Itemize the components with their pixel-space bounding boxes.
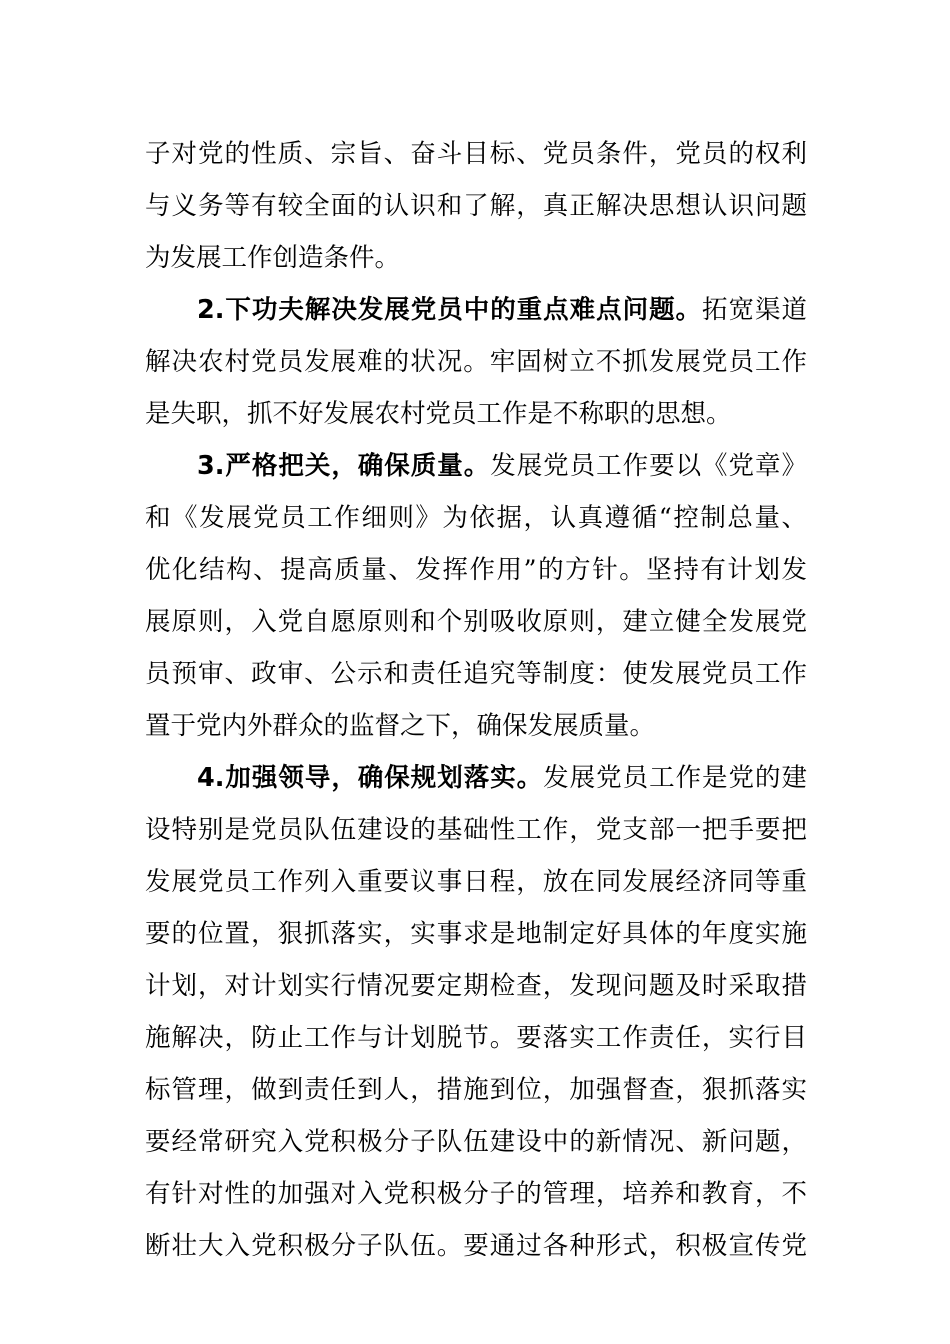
body-line: 设特别是党员队伍建设的基础性工作，党支部一把手要把 bbox=[145, 815, 807, 845]
body-line: 有针对性的加强对入党积极分子的管理，培养和教育，不 bbox=[145, 1179, 807, 1209]
body-line: 要经常研究入党积极分子队伍建设中的新情况、新问题， bbox=[145, 1127, 807, 1157]
document-body bbox=[145, 128, 807, 1272]
body-line: 优化结构、提高质量、发挥作用”的方针。坚持有计划发 bbox=[145, 555, 807, 585]
body-line: 计划，对计划实行情况要定期检查，发现问题及时采取措 bbox=[145, 971, 807, 1001]
item-2-line1-text: 拓宽渠道 bbox=[702, 295, 807, 325]
item-3-first-line bbox=[145, 440, 807, 492]
body-line: 与义务等有较全面的认识和了解，真正解决思想认识问题 bbox=[145, 191, 807, 221]
body-line: 子对党的性质、宗旨、奋斗目标、党员条件，党员的权利 bbox=[145, 139, 807, 169]
body-line: 发展党员工作列入重要议事日程，放在同发展经济同等重 bbox=[145, 867, 807, 897]
body-line: 解决农村党员发展难的状况。牢固树立不抓发展党员工作 bbox=[145, 347, 807, 377]
body-line: 标管理，做到责任到人，措施到位，加强督查，狠抓落实 bbox=[145, 1075, 807, 1105]
item-4-line1-text: 发展党员工作是党的建 bbox=[543, 763, 807, 793]
item-2-first-line bbox=[145, 284, 807, 336]
item-3-heading: 3.严格把关，确保质量。 bbox=[197, 451, 491, 481]
body-line: 展原则，入党自愿原则和个别吸收原则，建立健全发展党 bbox=[145, 607, 807, 637]
body-line: 要的位置，狠抓落实，实事求是地制定好具体的年度实施 bbox=[145, 919, 807, 949]
item-4-heading: 4.加强领导，确保规划落实。 bbox=[197, 763, 544, 793]
item-3-line1-text: 发展党员工作要以《党章》 bbox=[490, 451, 807, 481]
body-line: 员预审、政审、公示和责任追究等制度：使发展党员工作 bbox=[145, 659, 807, 689]
body-line: 断壮大入党积极分子队伍。要通过各种形式，积极宣传党 bbox=[145, 1231, 807, 1261]
item-4-first-line bbox=[145, 752, 807, 804]
body-line: 施解决，防止工作与计划脱节。要落实工作责任，实行目 bbox=[145, 1023, 807, 1053]
item-2-heading: 2.下功夫解决发展党员中的重点难点问题。 bbox=[197, 295, 703, 325]
body-line: 是失职，抓不好发展农村党员工作是不称职的思想。 bbox=[145, 399, 732, 429]
body-line: 和《发展党员工作细则》为依据，认真遵循“控制总量、 bbox=[145, 503, 807, 533]
body-line: 为发展工作创造条件。 bbox=[145, 243, 401, 273]
body-line: 置于党内外群众的监督之下，确保发展质量。 bbox=[145, 711, 656, 741]
